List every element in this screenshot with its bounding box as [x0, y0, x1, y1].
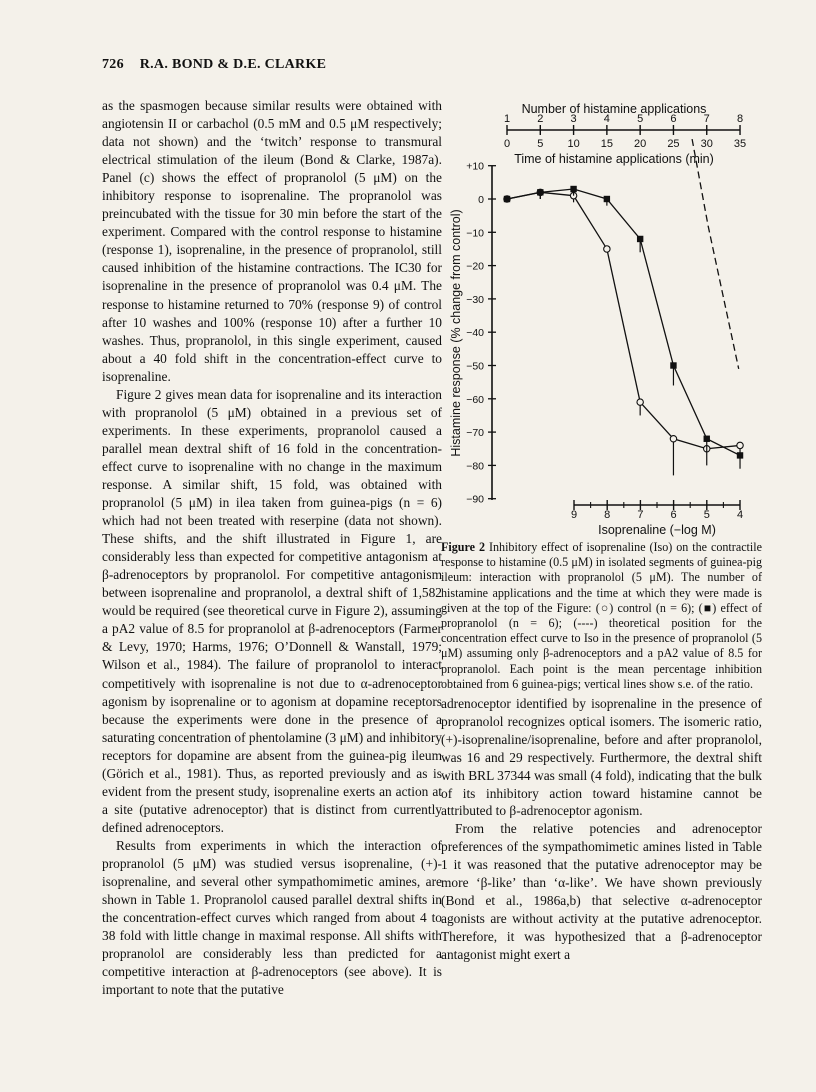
- x-axis: [571, 500, 743, 537]
- time-axis-tick-label: 15: [600, 138, 613, 150]
- top-axis-tick-label: 4: [603, 113, 610, 125]
- paragraph: adrenoceptor identified by isoprenaline in the presence of propranolol recognizes optical isomers. The isomeric ratio, (+)-isoprenaline/isoprenaline, before and after propranolol, was 16 and 29 respectively. Furthermore, the dextral shift with BRL 37344 was small (4 fold), indicating that the bulk of its inhibitory action toward histamine cannot be attributed to β-adrenoceptor agonism.: [441, 696, 762, 819]
- y-axis-label: Histamine response (% change from control): [449, 209, 463, 457]
- control-point: [604, 246, 610, 252]
- top-axis-tick-label: 2: [537, 113, 544, 125]
- running-authors: R.A. BOND & D.E. CLARKE: [139, 57, 327, 72]
- time-axis-tick-label: 20: [634, 138, 647, 150]
- propranolol-series-line: [507, 189, 740, 455]
- y-axis-tick-label: −70: [466, 427, 484, 440]
- left-column: [102, 97, 442, 999]
- propranolol-point: [737, 452, 743, 458]
- y-axis-tick-label: −20: [466, 260, 484, 273]
- caption-text: Inhibitory effect of isoprenaline (Iso) on the contractile response to histamine (0.5 μM) in isolated segments of guinea-pig ileum: interaction with propranolol (5 μM). The number of histamine applications and the time at which they were made is given at the top of the Figure: (○) control (n = 6); (■) effect of propranolol (n = 6); (----) theoretical position for the concentration effect curve to Iso in the presence of propranolol (5 μM) assuming only β-adrenoceptors and a pA2 value of 8.5 for propranolol. Each point is the mean percentage inhibition obtained from 6 guinea-pigs; vertical lines show s.e. of the ratio.: [441, 540, 763, 691]
- control-series-line: [507, 192, 740, 448]
- y-axis-tick-label: −50: [466, 360, 484, 373]
- top-axis: [504, 102, 746, 166]
- time-axis-label: Time of histamine applications (min): [514, 152, 714, 166]
- page-number: 726: [102, 57, 124, 72]
- y-axis-tick-label: −90: [466, 493, 484, 506]
- time-axis-tick-label: 5: [537, 138, 544, 150]
- control-point: [737, 442, 743, 448]
- x-axis-tick-label: 7: [637, 509, 644, 521]
- paragraph: as the spasmogen because similar results were obtained with angiotensin II or carbachol (0.5 mM and 0.5 μM respectively; data not shown) and the ‘twitch’ response to transmural electrical stimulation of the ileum (Bond & Clarke, 1987a). Panel (c) shows the effect of propranolol (5 μM) on the inhibitory response to isoprenaline. The propranolol was preincubated with the tissue for 30 min before the start of the experiment. Compared with the control response to histamine (response 1), isoprenaline, in the presence of propranolol, still caused inhibition of the histamine contractions. The IC30 for isoprenaline in the presence of propranolol was 0.4 μM. The response to histamine returned to 70% (response 9) of control after 10 washes and 100% (response 10) after a further 10 washes. Thus, propranolol, in this single experiment, caused about a 40 fold shift in the concentration-effect curve to isoprenaline.: [102, 98, 442, 384]
- time-axis-tick-label: 30: [700, 138, 713, 150]
- propranolol-point: [704, 436, 710, 442]
- propranolol-point: [670, 362, 676, 368]
- right-column: [441, 695, 762, 964]
- top-axis-tick-label: 6: [670, 113, 677, 125]
- paragraph: Results from experiments in which the interaction of propranolol (5 μM) was studied versus isoprenaline, (+)-isoprenaline, and several other sympathomimetic amines, are shown in Table 1. Propranolol caused parallel dextral shifts in the concentration-effect curves which ranged from about 4 to 38 fold with little change in maximal response. All shifts with propranolol are considerably less than predicted for a competitive interaction at β-adrenoceptors (see above). It is important to note that the putative: [102, 837, 442, 998]
- chart-svg: [444, 100, 774, 538]
- top-axis-label: Number of histamine applications: [521, 102, 707, 116]
- y-axis-tick-label: −30: [466, 293, 484, 306]
- x-axis-tick-label: 6: [670, 509, 677, 521]
- time-axis-tick-label: 10: [567, 138, 580, 150]
- x-axis-tick-label: 8: [604, 509, 611, 521]
- running-header: [102, 57, 326, 73]
- x-axis-tick-label: 5: [703, 509, 710, 521]
- top-axis-tick-label: 8: [736, 113, 744, 125]
- x-axis-tick-label: 4: [736, 509, 744, 521]
- y-axis: [449, 161, 496, 506]
- control-point: [637, 399, 643, 405]
- propranolol-point: [604, 196, 610, 202]
- plot-area: [504, 139, 743, 475]
- time-axis-tick-label: 25: [667, 138, 680, 150]
- top-axis-tick-label: 1: [503, 113, 511, 125]
- top-axis-tick-label: 3: [570, 113, 577, 125]
- figure-2: [444, 100, 774, 538]
- paragraph: Figure 2 gives mean data for isoprenaline and its interaction with propranolol (5 μM) obtained in a previous set of experiments. In these experiments, propranolol caused a parallel mean dextral shift of 16 fold in the concentration-effect curve to isoprenaline with no change in the maximum response. A similar shift, 15 fold, was obtained with propranolol (5 μM) in ilea taken from guinea-pigs (n = 6) which had not been treated with reserpine (data not shown). These shifts, and the shift illustrated in Figure 1, are considerably less than expected for competitive antagonism at β-adrenoceptors by propranolol. For competitive antagonism between isoprenaline and propranolol, a dextral shift of 1,582 would be required (see theoretical curve in Figure 2), assuming a pA2 value of 8.5 for propranolol at β-adrenoceptors (Farmer & Levy, 1970; Harms, 1976; O’Donnell & Wanstall, 1979; Wilson et al., 1984). The failure of propranolol to interact competitively with isoprenaline is not due to α-adrenoceptor agonism by isoprenaline or to agonism at dopamine receptors because the experiments were done in the presence of a saturating concentration of phentolamine (3 μM) and inhibitory receptors for dopamine are absent from the guinea-pig ileum (Görich et al., 1981). Thus, as reported previously and as is evident from the present study, isoprenaline exerts an action at a site (putative adrenoceptor) that is distinct from currently defined adrenoceptors.: [102, 386, 442, 835]
- top-axis-tick-label: 7: [703, 113, 710, 125]
- time-axis-tick-label: 0: [503, 138, 511, 150]
- propranolol-point: [537, 189, 543, 195]
- x-axis-tick-label: 9: [570, 509, 578, 521]
- y-axis-tick-label: −80: [466, 460, 484, 473]
- propranolol-point: [637, 236, 643, 242]
- propranolol-point: [504, 196, 510, 202]
- propranolol-point: [570, 186, 576, 192]
- top-axis-tick-label: 5: [637, 113, 644, 125]
- theoretical-curve: [692, 139, 739, 369]
- time-axis-tick-label: 35: [733, 138, 747, 150]
- paragraph: From the relative potencies and adrenoceptor preferences of the sympathomimetic amines listed in Table 1 it was reasoned that the putative adrenoceptor may be more ‘β-like’ than ‘α-like’. We have shown previously (Bond et al., 1986a,b) that selective α-adrenoceptor agonists are without activity at the putative adrenoceptor. Therefore, it was hypothesized that a β-adrenoceptor antagonist might exert a: [441, 821, 762, 962]
- y-axis-tick-label: −40: [466, 327, 484, 340]
- y-axis-tick-label: −60: [466, 393, 484, 406]
- figure-caption: [441, 540, 762, 692]
- control-point: [670, 436, 676, 442]
- x-axis-label: Isoprenaline (−log M): [598, 523, 716, 537]
- y-axis-tick-label: +10: [466, 160, 484, 173]
- y-axis-tick-label: −10: [466, 227, 484, 240]
- y-axis-tick-label: 0: [478, 194, 484, 206]
- caption-label: Figure 2: [441, 540, 486, 554]
